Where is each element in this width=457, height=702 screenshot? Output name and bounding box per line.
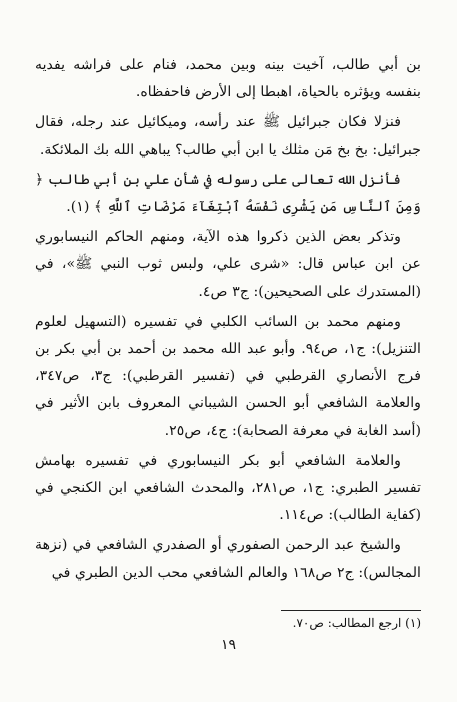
paragraph: فأنزل الله تعالى على رسوله في شأن علي بن أبي طالب ﴿ وَمِنَ ٱلنَّاسِ مَن يَشْرِى نَفْسَهُ ٱبْتِغَآءَ مَرْضَاتِ ٱللَّهِ ﴾ (١). [35,171,421,216]
footnote-divider [281,610,421,611]
footnote: (١) ارجع المطالب: ص٧٠. [292,616,421,630]
main-text [35,52,421,587]
paragraph: بن أبي طالب، آخيت بينه وبين محمد، فنام على فراشه يفديه بنفسه ويؤثره بالحياة، اهبطا إلى الأرض فاحفظاه. [35,57,421,101]
paragraph: ومنهم محمد بن السائب الكلبي في تفسيره (التسهيل لعلوم التنزيل): ج١، ص٩٤. وأبو عبد الله محمد بن أحمد بن أبي بكر بن فرج الأنصاري القرطبي في (تفسير القرطبي): ج٣، ص٣٤٧، والعلامة الشافعي أبو الحسن الشيباني المعروف بابن الأثير في (أسد الغابة في معرفة الصحابة): ج٤، ص٢٥. [35,313,422,439]
paragraph: فنزلا فكان جبرائيل ﷺ عند رأسه، وميكائيل عند رجله، فقال جبرائيل: بخ بخ مَن مثلك يا ابن أبي طالب؟ يباهي الله بك الملائكة. [35,114,421,158]
paragraph: وتذكر بعض الذين ذكروا هذه الآية، ومنهم الحاكم النيسابوري عن ابن عباس قال: «شرى علي، ولبس ثوب النبي ﷺ»، في (المستدرك على الصحيحين): ج٣ ص٤. [35,229,421,300]
paragraph: والعلامة الشافعي أبو بكر النيسابوري في تفسيره بهامش تفسير الطبري: ج١، ص٢٨١، والمحدث الشافعي ابن الكنجي في (كفاية الطالب): ص١١٤. [35,452,422,524]
page-number: ١٩ [220,637,237,653]
paragraph: والشيخ عبد الرحمن الصفوري أو الصفدري الشافعي في (نزهة المجالس): ج٢ ص١٦٨ والعالم الشافعي محب الدين الطبري في [35,537,421,581]
